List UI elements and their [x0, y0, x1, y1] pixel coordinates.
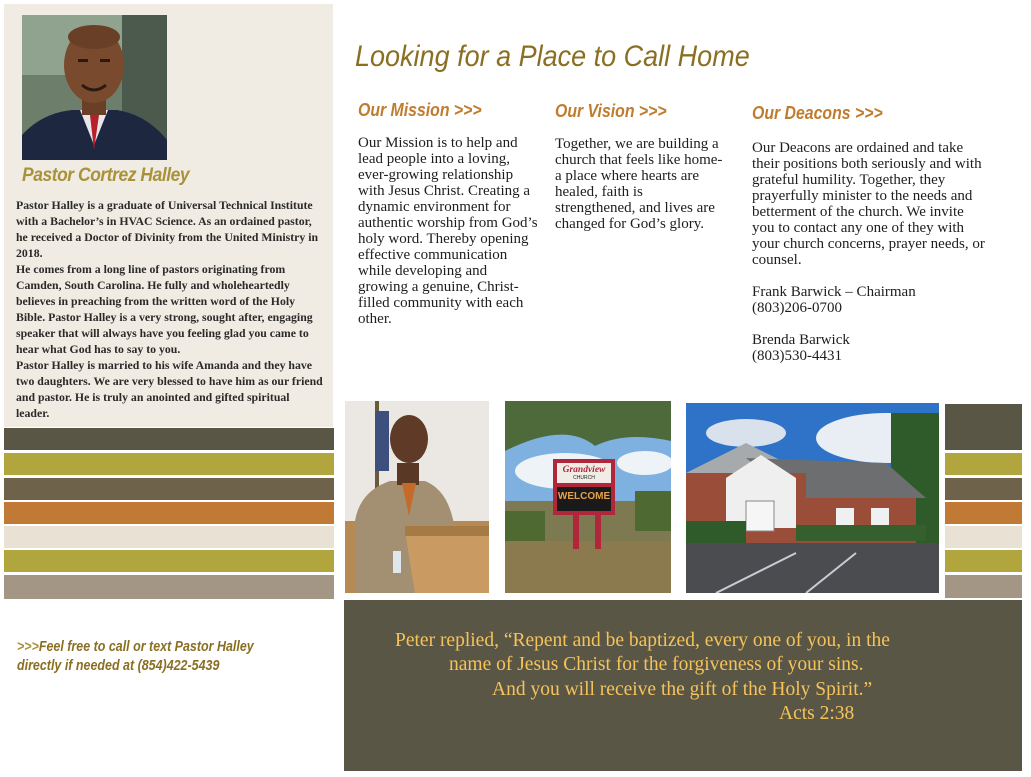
bio-paragraph: Pastor Halley is married to his wife Amanda and they have two daughters. We are very blessed to have him as our friend and pastor. He is truly an anointed and gifted spiritual leader. — [16, 358, 323, 420]
color-stripe — [4, 453, 334, 475]
deacon-name: Brenda Barwick — [752, 332, 850, 348]
contact-line: directly if needed at (854)422-5439 — [17, 658, 220, 674]
color-stripe — [945, 478, 1022, 500]
color-stripe — [4, 428, 334, 450]
color-stripe — [945, 453, 1022, 475]
deacons-heading: Our Deacons >>> — [752, 103, 883, 123]
page-title: Looking for a Place to Call Home — [355, 40, 750, 73]
pastor-name: Pastor Cortrez Halley — [22, 165, 190, 186]
contact-note — [17, 638, 266, 676]
color-stripe — [945, 404, 1022, 450]
color-stripe — [945, 526, 1022, 548]
color-stripe — [4, 526, 334, 548]
color-stripe — [945, 502, 1022, 524]
deacon-name: Frank Barwick – Chairman — [752, 284, 916, 300]
vision-text: Together, we are building a church that feels like home-a place where hearts are healed, faith is strengthened, and lives are changed for God’s glory. — [555, 136, 723, 232]
color-stripe — [945, 550, 1022, 572]
sign-text: CHURCH — [573, 475, 595, 481]
deacons-text: Our Deacons are ordained and take their positions both seriously and with grateful humility. Together, they prayerfully minister to the needs and betterment of the church. We invite you to contact any one of they with your church concerns, prayer needs, or counsel. — [752, 140, 985, 268]
deacon-phone: (803)530-4431 — [752, 348, 842, 364]
quote-line: And you will receive the gift of the Holy Spirit.” — [492, 679, 873, 700]
bio-paragraph: Pastor Halley is a graduate of Universal Technical Institute with a Bachelor’s in HVAC Science. As an ordained pastor, he received a Doctor of Divinity from the United Ministry in 2018. — [16, 198, 319, 260]
church-sign-photo — [505, 401, 671, 593]
color-stripe — [4, 502, 334, 524]
church-building-photo — [686, 403, 939, 593]
quote-line: name of Jesus Christ for the forgiveness of your sins. — [449, 654, 864, 675]
bio-paragraph: He comes from a long line of pastors originating from Camden, South Carolina. He fully and wholeheartedly believes in preaching from the written word of the Holy Bible. Pastor Halley is a very strong, sought after, engaging speaker that will always have you feeling glad you came to hear what God has to say to you. — [16, 262, 313, 356]
deacons-section — [752, 140, 987, 364]
deacon-phone: (803)206-0700 — [752, 300, 842, 316]
scripture-quote-box — [344, 600, 1022, 771]
contact-arrows: >>> — [17, 639, 39, 655]
sign-text: WELCOME — [557, 491, 611, 502]
color-stripe — [4, 478, 334, 500]
color-stripe — [945, 575, 1022, 598]
pastor-portrait — [22, 15, 167, 160]
vision-heading: Our Vision >>> — [555, 101, 667, 121]
pastor-preaching-photo — [345, 401, 489, 593]
quote-reference: Acts 2:38 — [779, 703, 855, 724]
sign-text: Grandview — [562, 465, 606, 475]
pastor-bio — [16, 197, 324, 421]
mission-text: Our Mission is to help and lead people into a loving, ever-growing relationship with Jesus Christ. Creating a dynamic environment for authentic worship from God’s holy word. Thereby opening effective communication while developing and growing a genuine, Christ-filled community with each other. — [358, 135, 538, 327]
color-stripe — [4, 550, 334, 572]
mission-heading: Our Mission >>> — [358, 100, 482, 120]
contact-line: Feel free to call or text Pastor Halley — [38, 639, 254, 655]
color-stripe — [4, 575, 334, 599]
quote-line: Peter replied, “Repent and be baptized, every one of you, in the — [395, 630, 890, 651]
